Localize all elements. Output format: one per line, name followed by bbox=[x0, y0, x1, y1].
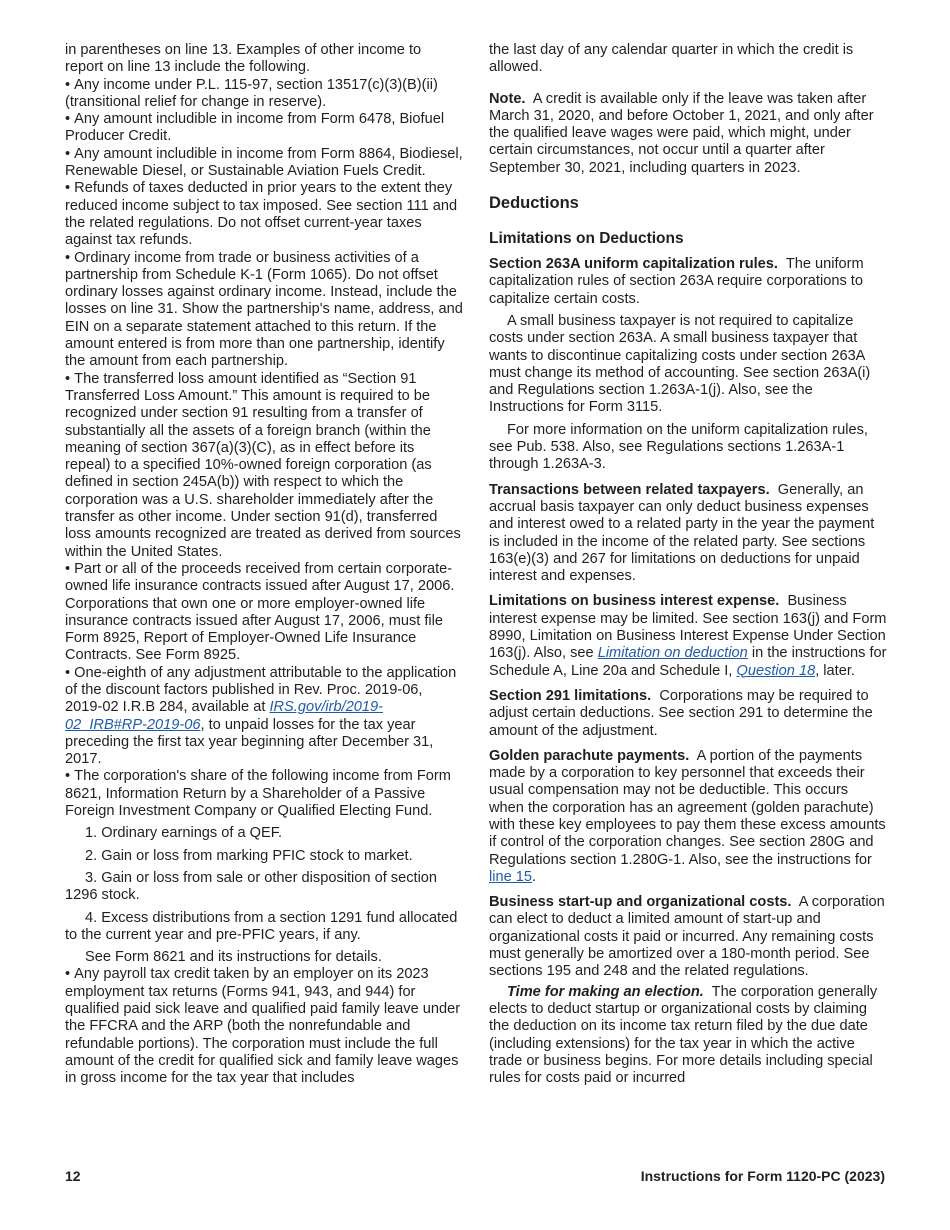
list-item-text: One-eighth of any adjustment attributable to the application of the discount factors published in Rev. Proc. 2019-06, 2019-02 I.R.B 284, available at bbox=[65, 664, 457, 716]
paragraph: See Form 8621 and its instructions for details. bbox=[85, 949, 382, 966]
line-15-link[interactable]: line 15 bbox=[489, 868, 533, 885]
run-in-heading: Limitations on business interest expense. bbox=[489, 593, 780, 610]
list-item bbox=[65, 665, 463, 769]
list-item: • Part or all of the proceeds received from certain corporate-owned life insurance contracts issued after August 17, 2006. Corporations that own one or more employer-owned life insurance contracts issued after August 17, 2006, must file Form 8925, Report of Employer-Owned Life Insurance Contracts. See Form 8925. bbox=[65, 561, 463, 665]
paragraph: in parentheses on line 13. Examples of other income to report on line 13 include the following. bbox=[65, 42, 422, 76]
list-item: • Any amount includible in income from Form 6478, Biofuel Producer Credit. bbox=[65, 111, 463, 146]
subsection-heading-limitations: Limitations on Deductions bbox=[489, 230, 684, 248]
section-heading-deductions: Deductions bbox=[489, 194, 579, 213]
irb-link[interactable]: IRS.gov/irb/2019-02_IRB#RP-2019-06 bbox=[65, 699, 384, 733]
note-text: A credit is available only if the leave was taken after March 31, 2020, and before October 1, 2021, and only after the qualified leave wages were paid, which might, under certain circumstances, not occur until a quarter after September 30, 2021, including quarters in 2023. bbox=[489, 90, 874, 176]
list-item: • Refunds of taxes deducted in prior years to the extent they reduced income subject to tax imposed. See section 111 and the related regulations. Do not offset current-year taxes against tax refunds. bbox=[65, 180, 463, 249]
list-item: • Any income under P.L. 115-97, section 13517(c)(3)(B)(ii) (transitional relief for change in reserve). bbox=[65, 77, 463, 112]
limitation-on-deduction-link[interactable]: Limitation on deduction bbox=[597, 645, 748, 662]
paragraph-text: Business interest expense may be limited. See section 163(j) and Form 8990, Limitation on Business Interest Expense Under Section 163(j). Also, see bbox=[489, 593, 887, 662]
run-in-heading: Section 263A uniform capitalization rules. bbox=[489, 256, 778, 273]
paragraph: A small business taxpayer is not required to capitalize costs under section 263A. A small business taxpayer that wants to discontinue capitalizing costs under section 263A must change its method of accounting. See section 263A(i) and Regulations section 1.263A-1(j). Also, see the Instructions for Form 3115. bbox=[489, 312, 871, 416]
list-item-text: , to unpaid losses for the tax year preceding the first tax year beginning after December 31, 2017. bbox=[65, 716, 434, 768]
paragraph-text: The uniform capitalization rules of section 263A require corporations to capitalize certain costs. bbox=[489, 256, 864, 307]
paragraph bbox=[489, 688, 887, 740]
note-paragraph bbox=[489, 91, 887, 177]
question-18-link[interactable]: Question 18 bbox=[736, 662, 816, 679]
paragraph-text: . bbox=[532, 868, 537, 885]
run-in-heading: Golden parachute payments. bbox=[489, 747, 690, 764]
paragraph-text: Generally, an accrual basis taxpayer can only deduct business expenses and interest owed to a related party in the year the payment is included in the income of the related party. See sections 163(e)(3) and 267 for limitations on deductions for unpaid interest and expenses. bbox=[489, 481, 875, 585]
run-in-heading: Transactions between related taxpayers. bbox=[489, 481, 770, 498]
run-in-heading: Business start-up and organizational costs. bbox=[489, 894, 792, 911]
paragraph-text: A portion of the payments made by a corporation to key personnel that exceeds their usual compensation may not be deductible. This occurs when the corporation has an agreement (golden parachute) with these key employees to pay them these excess amounts if control of the corporation changes. See section 280G and Regulations section 1.280G-1. Also, see the instructions for bbox=[489, 747, 886, 868]
left-column bbox=[65, 42, 463, 1088]
right-column bbox=[489, 42, 887, 1087]
paragraph-text: A corporation can elect to deduct a limited amount of start-up and organizational costs it paid or incurred. Any remaining costs must generally be amortized over a 180-month period. See sections 195 and 248 and the related regulations. bbox=[489, 894, 885, 980]
paragraph bbox=[489, 984, 887, 1088]
numbered-item: 4. Excess distributions from a section 1291 fund allocated to the current year and pre-PFIC years, if any. bbox=[65, 909, 458, 943]
list-item: • Any amount includible in income from Form 8864, Biodiesel, Renewable Diesel, or Sustainable Aviation Fuels Credit. bbox=[65, 146, 463, 181]
paragraph bbox=[489, 748, 887, 886]
paragraph: For more information on the uniform capitalization rules, see Pub. 538. Also, see Regulations sections 1.263A-1 through 1.263A-3. bbox=[489, 421, 868, 473]
paragraph-text: The corporation generally elects to deduct startup or organizational costs by claiming the deduction on its income tax return filed by the due date (including extensions) for the tax year in which the active trade or business begins. For more details including special rules for costs paid or incurred bbox=[489, 983, 878, 1087]
list-item: • Any payroll tax credit taken by an employer on its 2023 employment tax returns (Forms 941, 943, and 944) for qualified paid sick leave and qualified paid family leave under the FFCRA and the ARP (both the nonrefundable and refundable portions). The corporation must include the full amount of the credit for qualified sick and family leave wages in gross income for the tax year that includes bbox=[65, 966, 463, 1087]
numbered-item: 3. Gain or loss from sale or other disposition of section 1296 stock. bbox=[65, 869, 438, 904]
list-item: • The transferred loss amount identified as “Section 91 Transferred Loss Amount.” This amount is required to be recognized under section 91 resulting from a transfer of substantially all the assets of a foreign branch (within the meaning of section 367(a)(3)(C), as in effect before its repeal) to a specified 10%-owned foreign corporation (as defined in section 245A(b)) with respect to which the corporation was a U.S. shareholder immediately after the transfer as other income. Under section 91(d), transferred loss amounts recognized are treated as derived from sources within the United States. bbox=[65, 371, 463, 561]
paragraph-text: in the instructions for Schedule A, Line 20a and Schedule I, bbox=[489, 645, 887, 679]
numbered-item: 2. Gain or loss from marking PFIC stock to market. bbox=[85, 847, 413, 864]
run-in-heading: Time for making an election. bbox=[507, 983, 704, 1000]
list-item: • Ordinary income from trade or business activities of a partnership from Schedule K-1 (Form 1065). Do not offset ordinary losses against ordinary income. Instead, include the losses on line 31. Show the partnership's name, address, and EIN on a separate statement attached to this return. If the amount entered is from more than one partnership, identify the amount from each partnership. bbox=[65, 250, 463, 371]
page-number: 12 bbox=[65, 1168, 81, 1184]
paragraph bbox=[489, 894, 887, 980]
run-in-heading: Section 291 limitations. bbox=[489, 687, 652, 704]
paragraph-text: , later. bbox=[815, 662, 855, 679]
note-label: Note. bbox=[489, 90, 526, 107]
paragraph bbox=[489, 482, 887, 586]
paragraph bbox=[489, 593, 887, 679]
footer-form-title: Instructions for Form 1120-PC (2023) bbox=[640, 1168, 885, 1184]
numbered-item: 1. Ordinary earnings of a QEF. bbox=[85, 825, 283, 842]
paragraph: the last day of any calendar quarter in which the credit is allowed. bbox=[489, 42, 854, 76]
paragraph bbox=[489, 256, 887, 308]
paragraph-text: Corporations may be required to adjust certain deductions. See section 291 to determine the amount of the adjustment. bbox=[489, 687, 873, 739]
list-item: • The corporation's share of the following income from Form 8621, Information Return by a Shareholder of a Passive Foreign Investment Company or Qualified Electing Fund. bbox=[65, 768, 463, 820]
